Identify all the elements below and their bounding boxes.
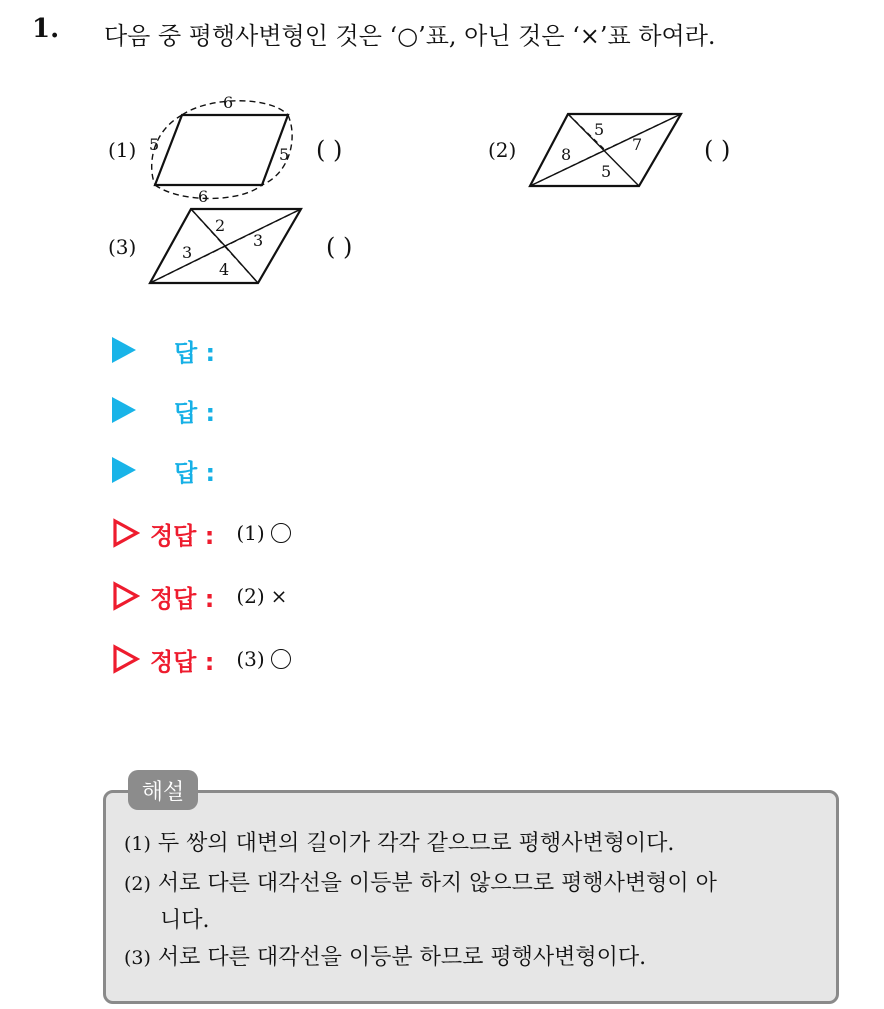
answer-label: 답 : xyxy=(174,458,216,487)
explanation-line-2 xyxy=(124,866,717,897)
explanation-box xyxy=(103,790,839,1004)
correct-answer-value xyxy=(236,521,290,545)
outline-triangle-icon xyxy=(112,518,140,548)
figure-1-answer-paren: ( ) xyxy=(316,136,343,164)
fig2-length-bottom: 5 xyxy=(601,162,612,181)
answer-item-number: (2) xyxy=(236,584,265,608)
outline-triangle-icon xyxy=(112,581,140,611)
explanation-text: 두 쌍의 대변의 길이가 각각 같으므로 평행사변형이다. xyxy=(150,831,675,856)
explanation-text: 서로 다른 대각선을 이등분 하므로 평행사변형이다. xyxy=(150,945,647,970)
play-triangle-icon xyxy=(112,397,136,423)
fig3-length-bottom: 4 xyxy=(219,260,230,279)
fig2-length-top: 5 xyxy=(594,120,605,139)
figure-3-parallelogram xyxy=(145,203,305,291)
fig1-top-length: 6 xyxy=(223,93,234,112)
explanation-item-number: (2) xyxy=(124,873,151,895)
circle-mark-icon xyxy=(271,649,291,669)
fig1-right-length: 5 xyxy=(279,145,290,164)
circle-mark-icon xyxy=(271,523,291,543)
correct-answer-value xyxy=(236,647,290,671)
figure-3-answer-paren: ( ) xyxy=(326,233,353,261)
explanation-line-3 xyxy=(160,903,210,934)
figure-2-answer-paren: ( ) xyxy=(704,136,731,164)
fig1-left-length: 5 xyxy=(149,135,160,154)
correct-answer-label: 정답 : xyxy=(150,647,215,676)
play-triangle-icon xyxy=(112,457,136,483)
answer-blank-2[interactable] xyxy=(112,390,215,430)
explanation-title: 해설 xyxy=(128,770,198,810)
figure-1-parallelogram xyxy=(140,88,310,208)
outline-triangle-icon xyxy=(112,644,140,674)
correct-answer-value xyxy=(236,584,287,608)
answer-item-number: (1) xyxy=(236,521,265,545)
fig2-length-right: 7 xyxy=(632,135,643,154)
explanation-text: 서로 다른 대각선을 이등분 하지 않으므로 평행사변형이 아 xyxy=(150,871,717,896)
x-mark: × xyxy=(270,584,288,608)
figure-2-parallelogram xyxy=(525,108,685,193)
answer-label: 답 : xyxy=(174,398,216,427)
explanation-line-1 xyxy=(124,826,674,857)
answer-blank-1[interactable] xyxy=(112,330,215,370)
explanation-item-number: (1) xyxy=(124,833,151,855)
play-triangle-icon xyxy=(112,337,136,363)
fig2-length-left: 8 xyxy=(561,145,572,164)
fig1-bottom-length: 6 xyxy=(198,187,209,206)
correct-answer-3 xyxy=(112,639,291,679)
explanation-text: 니다. xyxy=(160,908,210,933)
figure-1-label: (1) xyxy=(108,138,137,162)
explanation-item-number: (3) xyxy=(124,947,151,969)
explanation-line-4 xyxy=(124,940,646,971)
correct-answer-label: 정답 : xyxy=(150,584,215,613)
figure-3-label: (3) xyxy=(108,235,137,259)
figure-2-label: (2) xyxy=(488,138,517,162)
question-number: 1. xyxy=(32,14,60,44)
correct-answer-1 xyxy=(112,513,291,553)
question-text: 다음 중 평행사변형인 것은 ‘○’표, 아닌 것은 ‘×’표 하여라. xyxy=(104,22,716,50)
fig3-length-left: 3 xyxy=(182,243,193,262)
correct-answer-2 xyxy=(112,576,287,616)
fig3-length-right: 3 xyxy=(253,231,264,250)
answer-blank-3[interactable] xyxy=(112,450,215,490)
fig3-length-top: 2 xyxy=(215,216,226,235)
answer-label: 답 : xyxy=(174,338,216,367)
correct-answer-label: 정답 : xyxy=(150,521,215,550)
answer-item-number: (3) xyxy=(236,647,265,671)
